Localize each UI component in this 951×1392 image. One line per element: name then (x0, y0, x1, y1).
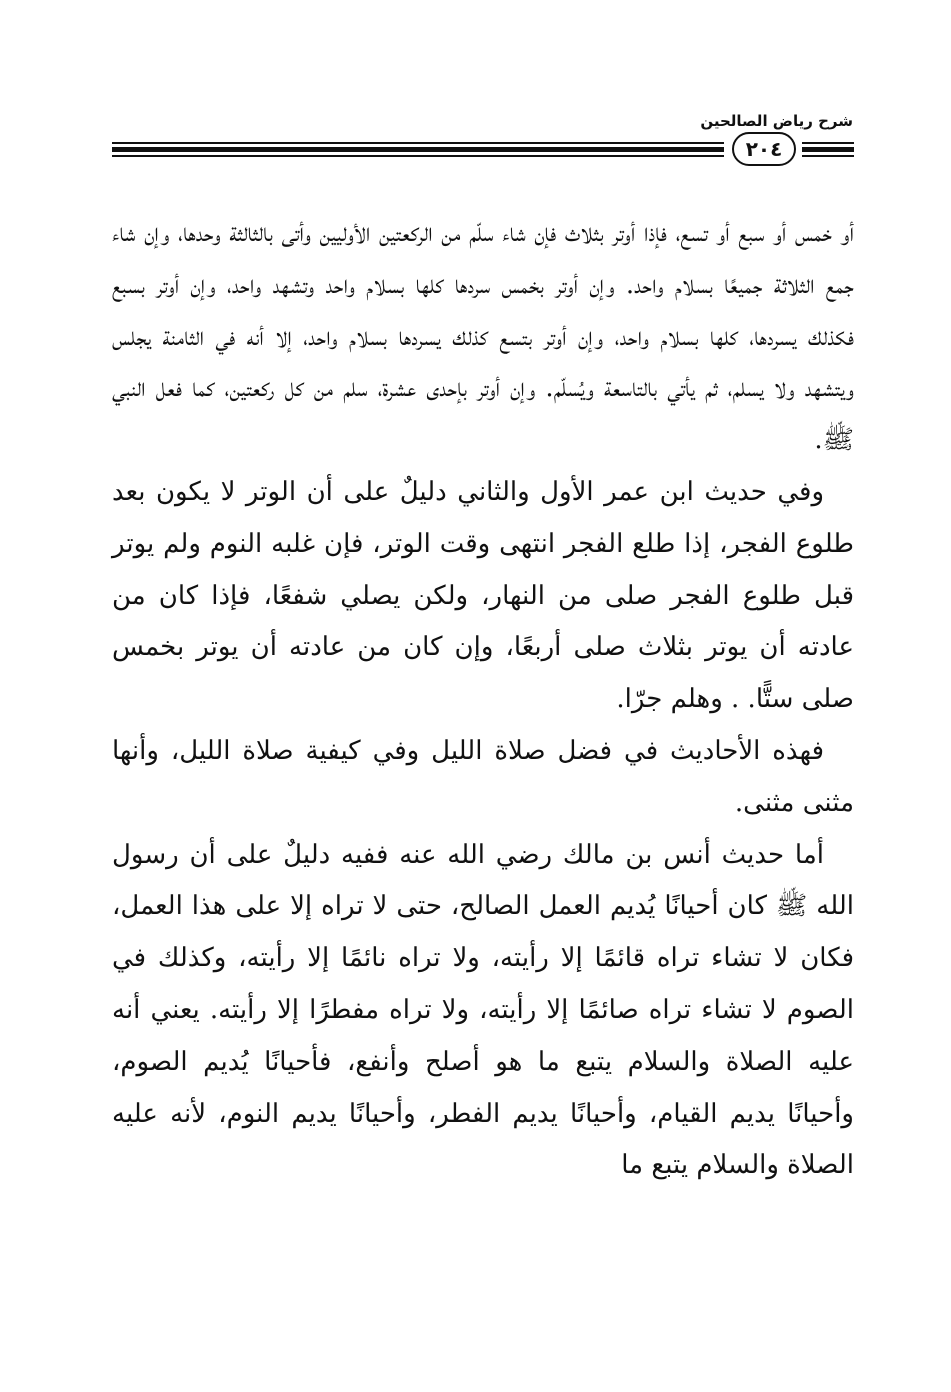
paragraph: أو خمس أو سبع أو تسع، فإذا أوتر بثلاث فإن شاء سلّم من الركعتين الأوليين وأتى بالثالثة وحدها، وإن شاء جمع الثلاثة جميعًا بسلام واحد. وإن أوتر بخمس سردها كلها بسلام واحد وتشهد واحد، وإن أوتر بسبع فكذلك يسردها، كلها بسلام واحد، وإن أوتر بتسع كذلك يسردها بسلام واحد، إلا أنه في الثامنة يجلس ويتشهد ولا يسلم، ثم يأتي بالتاسعة ويُسلّم. وإن أوتر بإحدى عشرة، سلم من كل ركعتين، كما فعل النبي ﷺ. (112, 218, 854, 456)
rule-line (112, 155, 724, 157)
rule-line (802, 155, 854, 157)
paragraph: فهذه الأحاديث في فضل صلاة الليل وفي كيفية صلاة الليل، وأنها مثنى مثنى. (112, 735, 854, 818)
running-title: شرح رياض الصالحين (700, 112, 853, 130)
header-rule (112, 130, 854, 170)
rule-line (112, 142, 724, 144)
page-number: ٢٠٤ (732, 132, 796, 166)
paragraph: أما حديث أنس بن مالك رضي الله عنه ففيه دليلٌ على أن رسول الله ﷺ كان أحيانًا يُديم العمل الصالح، حتى لا تراه إلا على هذا العمل، فكان لا تشاء تراه قائمًا إلا رأيته، ولا تراه نائمًا إلا رأيته، وكذلك في الصوم لا تشاء تراه صائمًا إلا رأيته، ولا تراه مفطرًا إلا رأيته. يعني أنه عليه الصلاة والسلام يتبع ما هو أصلح وأنفع، فأحيانًا يُديم الصوم، وأحيانًا يديم القيام، وأحيانًا يديم الفطر، وأحيانًا يديم النوم، لأنه عليه الصلاة والسلام يتبع ما (112, 839, 854, 1181)
rule-line (802, 147, 854, 152)
body-text (112, 208, 854, 1192)
rule-line (112, 147, 724, 152)
rule-line (802, 142, 854, 144)
paragraph: وفي حديث ابن عمر الأول والثاني دليلٌ على أن الوتر لا يكون بعد طلوع الفجر، إذا طلع الفجر انتهى وقت الوتر، فإن غلبه النوم ولم يوتر قبل طلوع الفجر صلى من النهار، ولكن يصلي شفعًا، فإذا كان من عادته أن يوتر بثلاث صلى أربعًا، وإن كان من عادته أن يوتر بخمس صلى ستًّا. . وهلم جرّا. (112, 476, 854, 715)
